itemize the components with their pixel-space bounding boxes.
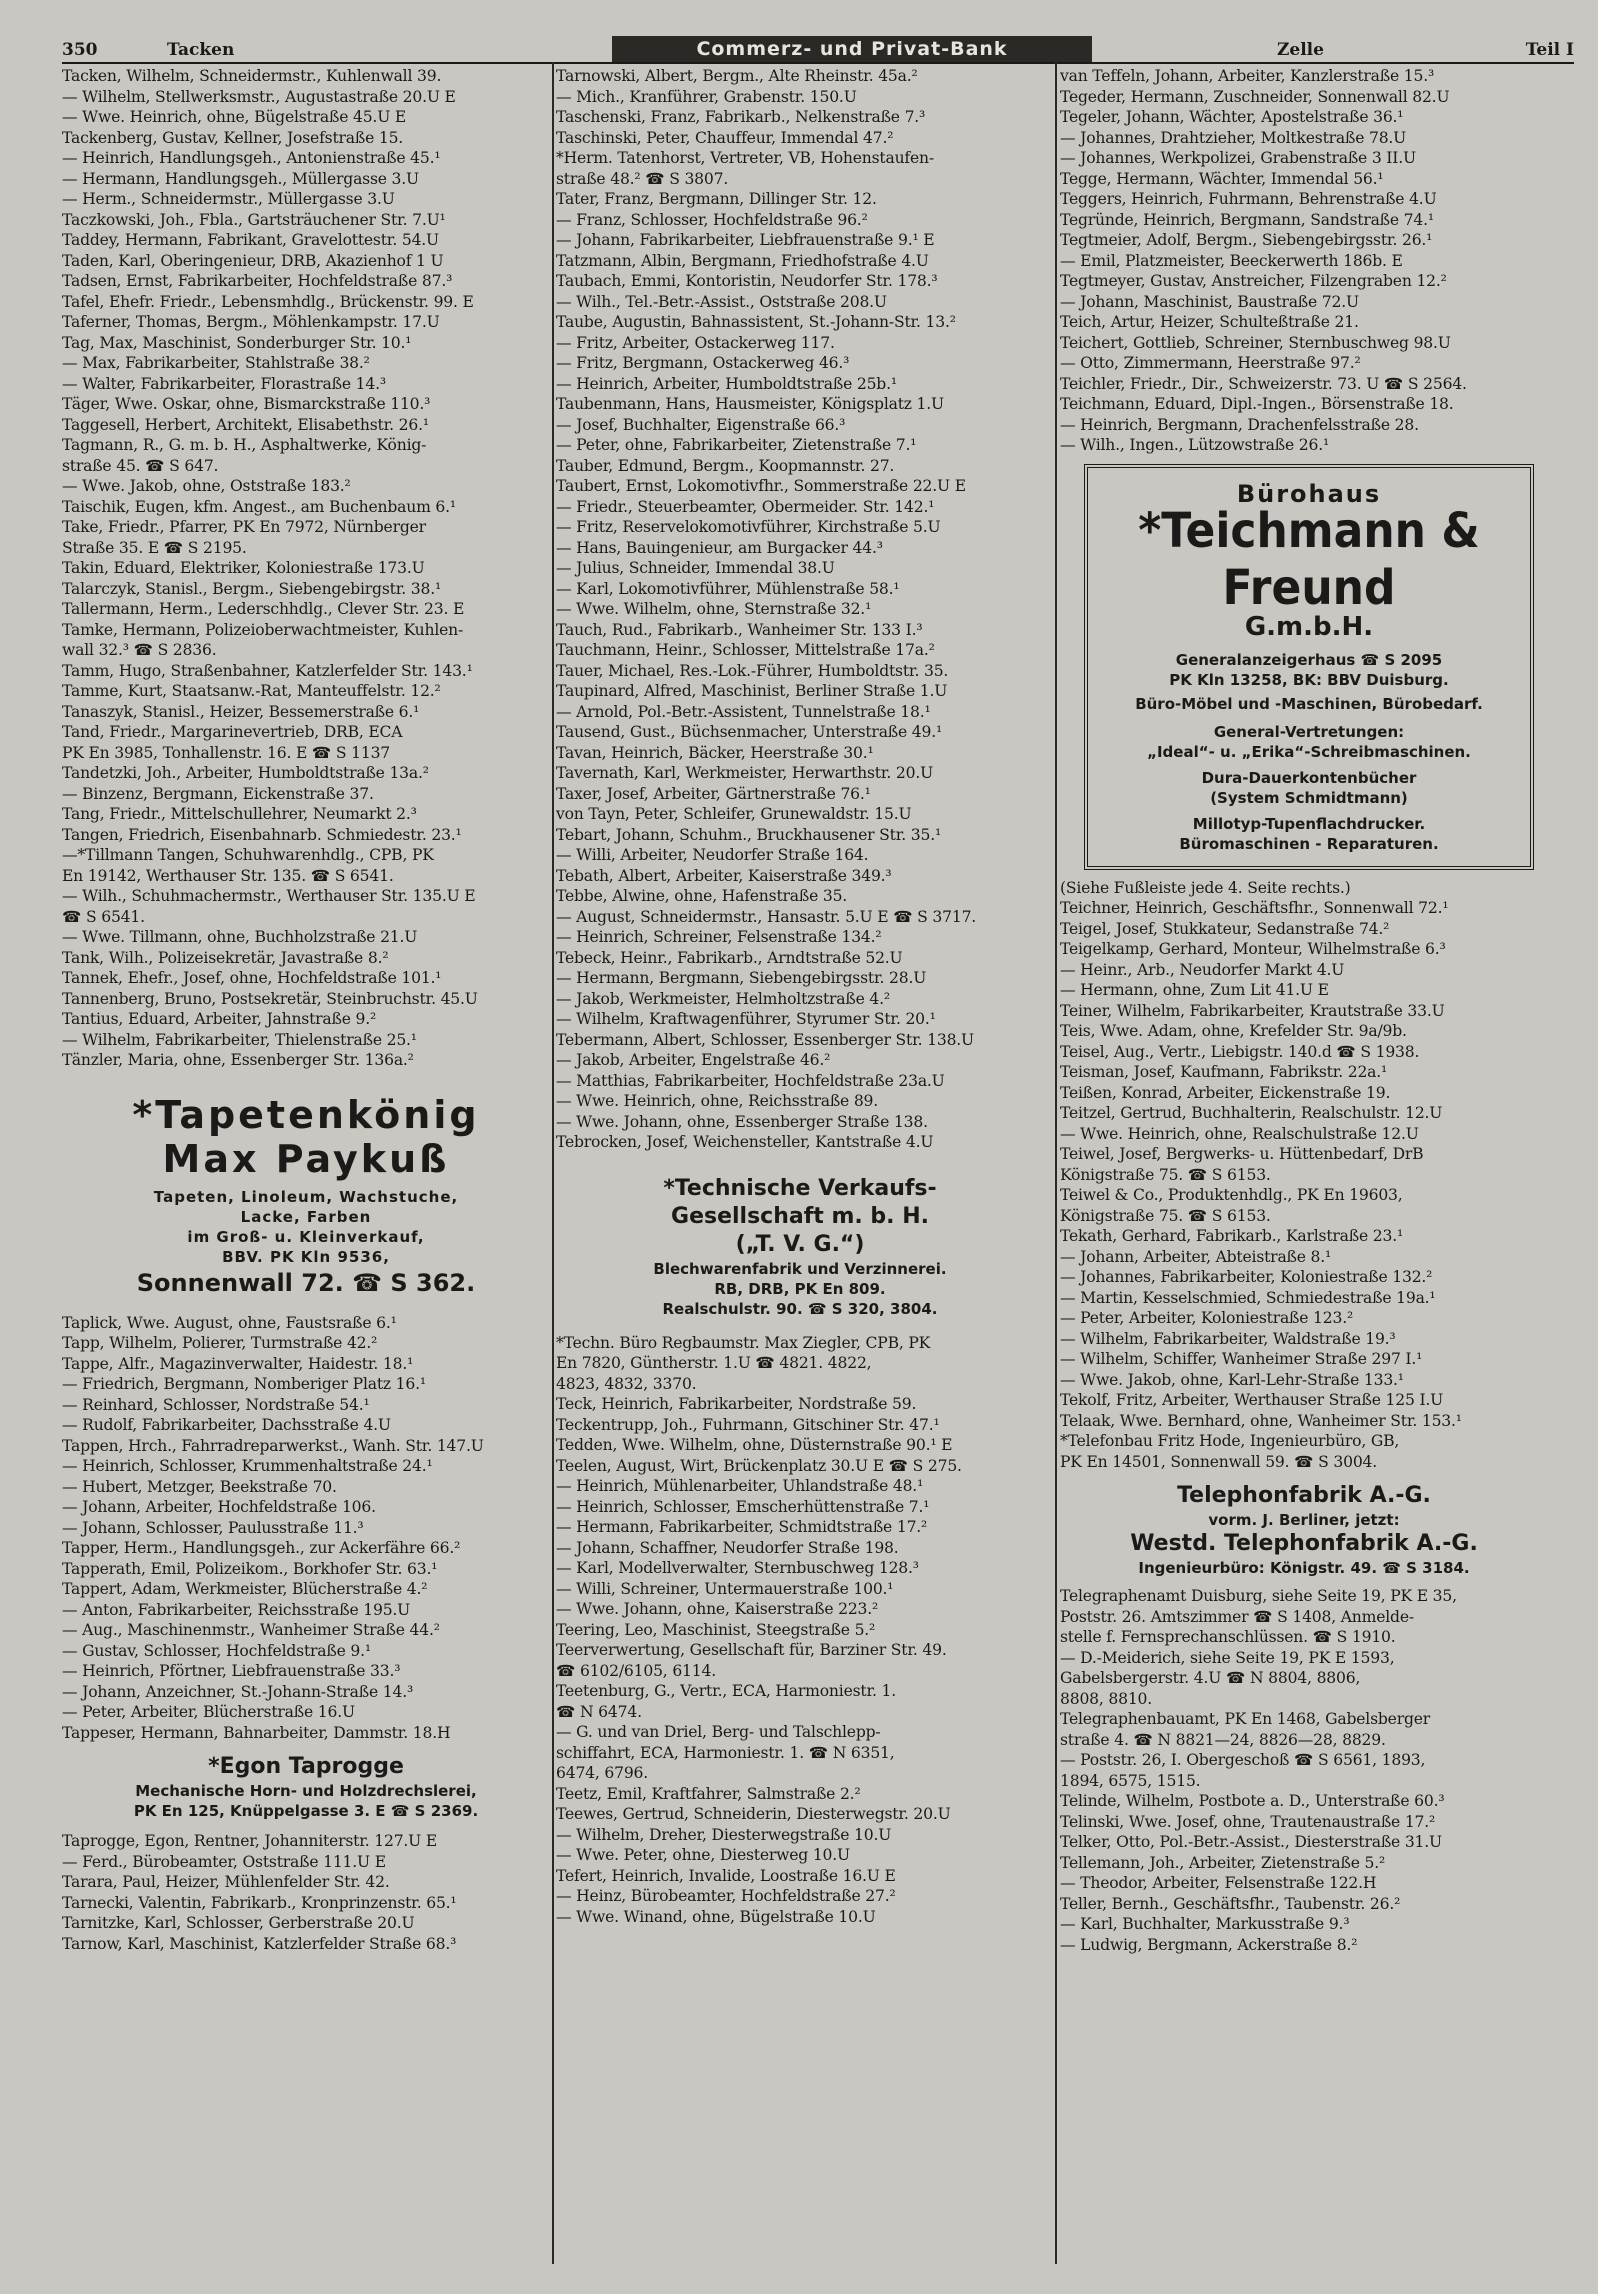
directory-entry: — Wilhelm, Fabrikarbeiter, Thielenstraße 25.¹: [62, 1030, 417, 1049]
entries-list: [62, 1831, 550, 1954]
directory-entry: Teichler, Friedr., Dir., Schweizerstr. 73. U ☎ S 2564.: [1060, 374, 1467, 393]
directory-entry: — Wwe. Tillmann, ohne, Buchholzstraße 21.U: [62, 928, 418, 946]
directory-entry: Tamme, Kurt, Staatsanw.-Rat, Manteuffelstr. 12.²: [62, 682, 441, 700]
directory-entry: Tauch, Rud., Fabrikarb., Wanheimer Str. 133 I.³: [556, 620, 923, 639]
directory-entry: Tebrocken, Josef, Weichensteller, Kantstraße 4.U: [556, 1133, 934, 1151]
directory-entry: Teißen, Konrad, Arbeiter, Eickenstraße 19.: [1060, 1083, 1391, 1102]
ad-title: *Tapetenkönig: [132, 1092, 480, 1137]
directory-entry: Teichert, Gottlieb, Schreiner, Sternbuschweg 98.U: [1060, 333, 1451, 352]
directory-entry: Tegründe, Heinrich, Bergmann, Sandstraße 74.¹: [1060, 210, 1434, 229]
entries-list: [1060, 1586, 1548, 1955]
directory-entry: — Heinrich, Pförtner, Liebfrauenstraße 33.³: [62, 1662, 401, 1680]
directory-entry: wall 32.³ ☎ S 2836.: [62, 641, 217, 659]
directory-entry: — Josef, Buchhalter, Eigenstraße 66.³: [556, 415, 846, 434]
ad-line: („T. V. G.“): [735, 1231, 865, 1257]
directory-entry: — Heinr., Arb., Neudorfer Markt 4.U: [1060, 960, 1345, 979]
directory-entry: — Aug., Maschinenmstr., Wanheimer Straße 44.²: [62, 1621, 440, 1639]
directory-entry: — Wilh., Tel.-Betr.-Assist., Oststraße 208.U: [556, 292, 887, 311]
directory-entry: Teichmann, Eduard, Dipl.-Ingen., Börsenstraße 18.: [1060, 395, 1454, 413]
ad-tvg: [556, 1175, 1044, 1319]
directory-entry: Teis, Wwe. Adam, ohne, Krefelder Str. 9a/9b.: [1060, 1022, 1407, 1040]
directory-entry: Tarnow, Karl, Maschinist, Katzlerfelder Straße 68.³: [62, 1934, 457, 1953]
entries-list: [62, 66, 550, 1071]
directory-entry: — Walter, Fabrikarbeiter, Florastraße 14.³: [62, 374, 386, 393]
directory-entry: Takin, Eduard, Elektriker, Koloniestraße 173.U: [62, 559, 425, 577]
ad-line: Ingenieurbüro: Königstr. 49. ☎ S 3184.: [1138, 1559, 1470, 1577]
directory-entry: — Wilhelm, Dreher, Diesterwegstraße 10.U: [556, 1825, 892, 1844]
directory-entry: Tegge, Hermann, Wächter, Immendal 56.¹: [1060, 169, 1384, 188]
directory-entry: — Karl, Modellverwalter, Sternbuschweg 128.³: [556, 1559, 919, 1577]
directory-entry: Take, Friedr., Pfarrer, PK En 7972, Nürnberger: [62, 518, 426, 536]
directory-entry: — Wilh., Ingen., Lützowstraße 26.¹: [1060, 436, 1330, 454]
ad-title: Telephonfabrik A.-G.: [1177, 1483, 1431, 1508]
header-part: Teil I: [1525, 40, 1574, 60]
directory-entry: — Otto, Zimmermann, Heerstraße 97.²: [1060, 354, 1361, 372]
directory-entry: — Binzenz, Bergmann, Eickenstraße 37.: [62, 784, 374, 803]
directory-entry: Taplick, Wwe. August, ohne, Faustsraße 6.¹: [62, 1313, 397, 1332]
directory-entry: — Julius, Schneider, Immendal 38.U: [556, 559, 835, 577]
column-divider-2: [1055, 62, 1057, 2264]
ad-line: General-Vertretungen:: [1213, 722, 1405, 741]
directory-entry: Tavan, Heinrich, Bäcker, Heerstraße 30.¹: [556, 743, 874, 762]
directory-entry: 6474, 6796.: [556, 1764, 649, 1782]
ad-line: Gesellschaft m. b. H.: [671, 1203, 929, 1229]
directory-entry: straße 45. ☎ S 647.: [62, 456, 219, 475]
directory-entry: — Rudolf, Fabrikarbeiter, Dachsstraße 4.U: [62, 1416, 391, 1434]
directory-entry: Tanaszyk, Stanisl., Heizer, Bessemerstraße 6.¹: [62, 702, 420, 721]
column-3: [1060, 66, 1548, 1955]
ad-title: *Egon Taprogge: [208, 1754, 404, 1779]
directory-entry: — Karl, Buchhalter, Markusstraße 9.³: [1060, 1915, 1350, 1933]
directory-entry: — Matthias, Fabrikarbeiter, Hochfeldstraße 23a.U: [556, 1071, 945, 1090]
directory-entry: schiffahrt, ECA, Harmoniestr. 1. ☎ N 6351,: [556, 1743, 895, 1762]
directory-entry: Tallermann, Herm., Lederschhdlg., Clever Str. 23. E: [62, 600, 465, 618]
directory-entry: Tand, Friedr., Margarinevertrieb, DRB, ECA: [62, 723, 403, 741]
entries-list: [62, 1313, 550, 1744]
directory-entry: Taschenski, Franz, Fabrikarb., Nelkenstraße 7.³: [556, 108, 926, 126]
directory-entry: — Reinhard, Schlosser, Nordstraße 54.¹: [62, 1395, 370, 1414]
directory-entry: — Arnold, Pol.-Betr.-Assistent, Tunnelstraße 18.¹: [556, 702, 931, 721]
directory-entry: — Wwe. Heinrich, ohne, Bügelstraße 45.U E: [62, 108, 407, 126]
directory-entry: Tekath, Gerhard, Fabrikarb., Karlstraße 23.¹: [1060, 1227, 1404, 1245]
directory-entry: Königstraße 75. ☎ S 6153.: [1060, 1206, 1271, 1225]
ad-line: PK Kln 13258, BK: BBV Duisburg.: [1169, 670, 1449, 689]
directory-entry: Teck, Heinrich, Fabrikarbeiter, Nordstraße 59.: [556, 1395, 917, 1413]
directory-entry: Teigelkamp, Gerhard, Monteur, Wilhelmstraße 6.³: [1060, 940, 1446, 958]
directory-entry: 1894, 6575, 1515.: [1060, 1771, 1201, 1790]
directory-entry: — Emil, Platzmeister, Beeckerwerth 186b. E: [1060, 251, 1403, 270]
directory-entry: Tebermann, Albert, Schlosser, Essenberger Str. 138.U: [556, 1030, 974, 1049]
directory-entry: Straße 35. E ☎ S 2195.: [62, 538, 247, 557]
directory-entry: PK En 3985, Tonhallenstr. 16. E ☎ S 1137: [62, 743, 391, 762]
directory-entry: — Hans, Bauingenieur, am Burgacker 44.³: [556, 538, 883, 557]
ad-line: Generalanzeigerhaus ☎ S 2095: [1175, 650, 1443, 669]
directory-entry: — Theodor, Arbeiter, Felsenstraße 122.H: [1060, 1874, 1377, 1892]
directory-entry: Tekolf, Fritz, Arbeiter, Werthauser Straße 125 I.U: [1060, 1391, 1444, 1409]
directory-entry: — Wilhelm, Stellwerksmstr., Augustastraße 20.U E: [62, 87, 456, 106]
directory-entry: — Wwe. Heinrich, ohne, Realschulstraße 12.U: [1060, 1124, 1419, 1143]
directory-entry: — Willi, Arbeiter, Neudorfer Straße 164.: [556, 846, 869, 864]
directory-entry: Taubert, Ernst, Lokomotivfhr., Sommerstraße 22.U E: [556, 477, 966, 495]
directory-entry: Tacken, Wilhelm, Schneidermstr., Kuhlenwall 39.: [62, 67, 442, 85]
directory-entry: Poststr. 26. Amtszimmer ☎ S 1408, Anmelde-: [1060, 1607, 1414, 1626]
ad-line: „Ideal“- u. „Erika“-Schreibmaschinen.: [1147, 742, 1471, 761]
directory-entry: Tarara, Paul, Heizer, Mühlenfelder Str. 42.: [62, 1873, 390, 1891]
directory-entry: — Johann, Fabrikarbeiter, Liebfrauenstraße 9.¹ E: [556, 231, 935, 249]
directory-entry: PK En 14501, Sonnenwall 59. ☎ S 3004.: [1060, 1452, 1378, 1471]
directory-entry: — Peter, Arbeiter, Koloniestraße 123.²: [1060, 1309, 1354, 1327]
directory-entry: Teetenburg, G., Vertr., ECA, Harmoniestr. 1.: [556, 1682, 896, 1700]
directory-entry: Teering, Leo, Maschinist, Steegstraße 5.²: [556, 1620, 876, 1639]
directory-entry: — Johann, Maschinist, Baustraße 72.U: [1060, 292, 1359, 311]
directory-entry: — Herm., Schneidermstr., Müllergasse 3.U: [62, 190, 395, 208]
ad-line: (System Schmidtmann): [1210, 788, 1408, 807]
directory-entry: Teisel, Aug., Vertr., Liebigstr. 140.d ☎ S 1938.: [1060, 1042, 1420, 1061]
page-number: 350: [62, 40, 98, 60]
directory-entry: straße 48.² ☎ S 3807.: [556, 169, 729, 188]
directory-entry: Tebart, Johann, Schuhm., Bruckhausener Str. 35.¹: [556, 825, 942, 844]
directory-entry: Teckentrupp, Joh., Fuhrmann, Gitschiner Str. 47.¹: [556, 1415, 940, 1434]
directory-entry: — Karl, Lokomotivführer, Mühlenstraße 58.¹: [556, 579, 900, 598]
directory-entry: Tegeder, Hermann, Zuschneider, Sonnenwall 82.U: [1060, 87, 1450, 106]
directory-entry: — Johann, Arbeiter, Hochfeldstraße 106.: [62, 1498, 376, 1516]
directory-entry: *Herm. Tatenhorst, Vertreter, VB, Hohenstaufen-: [556, 149, 934, 167]
directory-entry: Tauber, Edmund, Bergm., Koopmannstr. 27.: [556, 456, 895, 475]
directory-entry: — Hubert, Metzger, Beekstraße 70.: [62, 1477, 337, 1496]
directory-entry: — Hermann, Bergmann, Siebengebirgsstr. 28.U: [556, 969, 927, 987]
ad-line: Büromaschinen - Reparaturen.: [1179, 834, 1439, 853]
directory-entry: 8808, 8810.: [1060, 1689, 1153, 1708]
directory-entry: — Martin, Kesselschmied, Schmiedestraße 19a.¹: [1060, 1288, 1436, 1307]
directory-entry: — Wwe. Johann, ohne, Essenberger Straße 138.: [556, 1112, 928, 1131]
directory-entry: Teigel, Josef, Stukkateur, Sedanstraße 74.²: [1060, 919, 1390, 938]
directory-entry: Teller, Bernh., Geschäftsfhr., Taubenstr. 26.²: [1060, 1894, 1401, 1913]
ad-subtitle: Max Paykuß: [162, 1136, 450, 1181]
directory-entry: Tauer, Michael, Res.-Lok.-Führer, Humboldtstr. 35.: [556, 661, 949, 680]
column-2: [556, 66, 1044, 1927]
directory-entry: Telegraphenbauamt, PK En 1468, Gabelsberger: [1060, 1710, 1431, 1728]
directory-entry: Tarnitzke, Karl, Schlosser, Gerberstraße 20.U: [62, 1914, 415, 1932]
directory-entry: — Johannes, Fabrikarbeiter, Koloniestraße 132.²: [1060, 1268, 1433, 1286]
directory-entry: —*Tillmann Tangen, Schuhwarenhdlg., CPB, PK: [62, 846, 434, 864]
entries-list: [1060, 66, 1548, 456]
directory-entry: Tafel, Ehefr. Friedr., Lebensmhdlg., Brückenstr. 99. E: [62, 292, 474, 311]
entries-list: [556, 1333, 1044, 1928]
directory-entry: — Heinrich, Schlosser, Emscherhüttenstraße 7.¹: [556, 1497, 930, 1516]
directory-entry: — Johannes, Drahtzieher, Moltkestraße 78.U: [1060, 128, 1407, 147]
directory-entry: Tatzmann, Albin, Bergmann, Friedhofstraße 4.U: [556, 251, 929, 270]
directory-entry: Tangen, Friedrich, Eisenbahnarb. Schmiedestr. 23.¹: [62, 825, 462, 844]
directory-entry: Taubenmann, Hans, Hausmeister, Königsplatz 1.U: [556, 395, 944, 413]
ad-taprogge: [62, 1753, 550, 1821]
directory-entry: Taden, Karl, Oberingenieur, DRB, Akazienhof 1 U: [62, 251, 444, 270]
directory-entry: Königstraße 75. ☎ S 6153.: [1060, 1165, 1271, 1184]
directory-entry: — Peter, ohne, Fabrikarbeiter, Zietenstraße 7.¹: [556, 436, 917, 454]
directory-entry: ☎ 6102/6105, 6114.: [556, 1661, 716, 1680]
directory-entry: — August, Schneidermstr., Hansastr. 5.U E ☎ S 3717.: [556, 907, 977, 926]
directory-entry: — Gustav, Schlosser, Hochfeldstraße 9.¹: [62, 1641, 371, 1660]
ad-line: Tapeten, Linoleum, Wachstuche,: [153, 1187, 459, 1206]
directory-entry: Tarnowski, Albert, Bergm., Alte Rheinstr. 45a.²: [556, 67, 918, 85]
directory-entry: Teetz, Emil, Kraftfahrer, Salmstraße 2.²: [556, 1784, 861, 1803]
ad-line: Büro-Möbel und -Maschinen, Bürobedarf.: [1135, 694, 1483, 713]
directory-entry: Tappert, Adam, Werkmeister, Blücherstraße 4.²: [62, 1580, 428, 1598]
directory-entry: Telegraphenamt Duisburg, siehe Seite 19, PK E 35,: [1060, 1587, 1457, 1605]
directory-entry: — Heinrich, Handlungsgeh., Antonienstraße 45.¹: [62, 149, 441, 167]
directory-entry: Tegtmeyer, Gustav, Anstreicher, Filzengraben 12.²: [1060, 272, 1447, 290]
directory-entry: Tamm, Hugo, Straßenbahner, Katzlerfelder Str. 143.¹: [62, 661, 473, 680]
entries-list: [1060, 878, 1548, 1473]
ad-line: BBV. PK Kln 9536,: [222, 1247, 390, 1266]
directory-entry: — Heinrich, Bergmann, Drachenfelsstraße 28.: [1060, 415, 1419, 434]
directory-entry: — Fritz, Reservelokomotivführer, Kirchstraße 5.U: [556, 518, 941, 536]
directory-entry: Tagmann, R., G. m. b. H., Asphaltwerke, König-: [62, 436, 427, 454]
directory-entry: — Wilhelm, Kraftwagenführer, Styrumer Str. 20.¹: [556, 1010, 936, 1028]
directory-entry: Tebbe, Alwine, ohne, Hafenstraße 35.: [556, 887, 848, 905]
directory-entry: Teisman, Josef, Kaufmann, Fabrikstr. 22a.¹: [1060, 1063, 1388, 1081]
directory-entry: Tausend, Gust., Büchsenmacher, Unterstraße 49.¹: [556, 723, 943, 741]
directory-entry: — Heinrich, Schreiner, Felsenstraße 134.²: [556, 928, 882, 946]
ad-line: Realschulstr. 90. ☎ S 320, 3804.: [662, 1299, 938, 1318]
directory-entry: Gabelsbergerstr. 4.U ☎ N 8804, 8806,: [1060, 1669, 1361, 1687]
directory-entry: *Telefonbau Fritz Hode, Ingenieurbüro, GB,: [1060, 1432, 1400, 1450]
ad-line: Millotyp-Tupenflachdrucker.: [1192, 814, 1426, 833]
ad-line: Dura-Dauerkontenbücher: [1201, 768, 1417, 787]
directory-entry: — Wwe. Jakob, ohne, Oststraße 183.²: [62, 477, 351, 495]
directory-entry: — Max, Fabrikarbeiter, Stahlstraße 38.²: [62, 354, 370, 372]
page-header: [62, 36, 1574, 64]
directory-entry: Tag, Max, Maschinist, Sonderburger Str. 10.¹: [62, 333, 412, 352]
directory-entry: Tapp, Wilhelm, Polierer, Turmstraße 42.²: [62, 1334, 378, 1352]
directory-entry: Tater, Franz, Bergmann, Dillinger Str. 12.: [556, 190, 877, 208]
directory-entry: Tebath, Albert, Arbeiter, Kaiserstraße 349.³: [556, 866, 892, 885]
directory-entry: von Tayn, Peter, Schleifer, Grunewaldstr. 15.U: [556, 805, 912, 823]
directory-entry: — Mich., Kranführer, Grabenstr. 150.U: [556, 87, 857, 106]
directory-entry: — Peter, Arbeiter, Blücherstraße 16.U: [62, 1703, 355, 1721]
directory-entry: En 19142, Werthauser Str. 135. ☎ S 6541.: [62, 866, 394, 885]
directory-entry: — Wwe. Johann, ohne, Kaiserstraße 223.²: [556, 1600, 879, 1618]
directory-entry: Telaak, Wwe. Bernhard, ohne, Wanheimer Str. 153.¹: [1060, 1411, 1462, 1430]
directory-entry: Tellemann, Joh., Arbeiter, Zietenstraße 5.²: [1060, 1853, 1386, 1872]
directory-entry: — Johann, Anzeichner, St.-Johann-Straße 14.³: [62, 1682, 414, 1701]
directory-entry: — Johann, Schlosser, Paulusstraße 11.³: [62, 1518, 364, 1537]
directory-entry: Tänzler, Maria, ohne, Essenberger Str. 136a.²: [62, 1051, 414, 1069]
directory-entry: Telinde, Wilhelm, Postbote a. D., Unterstraße 60.³: [1060, 1792, 1445, 1810]
directory-entry: Teerverwertung, Gesellschaft für, Barziner Str. 49.: [556, 1641, 947, 1659]
directory-entry: Tavernath, Karl, Werkmeister, Herwarthstr. 20.U: [556, 764, 934, 782]
directory-entry: ☎ S 6541.: [62, 907, 145, 926]
directory-entry: Tamke, Hermann, Polizeioberwachtmeister, Kuhlen-: [62, 620, 464, 639]
directory-entry: Taxer, Josef, Arbeiter, Gärtnerstraße 76.¹: [556, 784, 871, 803]
directory-entry: Tebeck, Heinr., Fabrikarb., Arndtstraße 52.U: [556, 948, 903, 967]
directory-entry: — Jakob, Werkmeister, Helmholtzstraße 4.²: [556, 989, 890, 1008]
directory-entry: stelle f. Fernsprechanschlüssen. ☎ S 1910.: [1060, 1628, 1396, 1646]
entries-list: [556, 66, 1044, 1153]
directory-entry: — Fritz, Arbeiter, Ostackerweg 117.: [556, 333, 835, 352]
ad-telephonfabrik: [1060, 1482, 1548, 1578]
directory-entry: Taschinski, Peter, Chauffeur, Immendal 47.²: [556, 128, 894, 147]
ad-teichmann: [1084, 464, 1534, 870]
directory-entry: Teewes, Gertrud, Schneiderin, Diesterwegstr. 20.U: [556, 1805, 951, 1823]
ad-line: Mechanische Horn- und Holzdrechslerei,: [135, 1782, 477, 1800]
directory-entry: Tannenberg, Bruno, Postsekretär, Steinbruchstr. 45.U: [62, 989, 478, 1008]
ad-line: vorm. J. Berliner, jetzt:: [1208, 1511, 1400, 1529]
ad-label: Bürohaus: [1236, 479, 1382, 508]
column-divider-1: [552, 62, 554, 2264]
header-right-title: Zelle: [1277, 40, 1324, 60]
directory-entry: — Wilh., Schuhmachermstr., Werthauser Str. 135.U E: [62, 887, 476, 905]
directory-entry: Tappe, Alfr., Magazinverwalter, Haidestr. 18.¹: [62, 1354, 414, 1373]
ad-line: Westd. Telephonfabrik A.-G.: [1130, 1531, 1478, 1556]
directory-entry: — Wwe. Wilhelm, ohne, Sternstraße 32.¹: [556, 600, 872, 618]
directory-entry: Telinski, Wwe. Josef, ohne, Trautenaustraße 17.²: [1060, 1812, 1436, 1831]
directory-entry: Taubach, Emmi, Kontoristin, Neudorfer Str. 178.³: [556, 272, 938, 290]
directory-entry: van Teffeln, Johann, Arbeiter, Kanzlerstraße 15.³: [1060, 67, 1435, 85]
directory-entry: — Hermann, Fabrikarbeiter, Schmidtstraße 17.²: [556, 1518, 928, 1536]
directory-entry: — Heinz, Bürobeamter, Hochfeldstraße 27.²: [556, 1887, 896, 1905]
directory-entry: Tappeser, Hermann, Bahnarbeiter, Dammstr. 18.H: [62, 1723, 451, 1742]
ad-line: Blechwarenfabrik und Verzinnerei.: [653, 1259, 947, 1278]
directory-entry: — Wilhelm, Fabrikarbeiter, Waldstraße 19.³: [1060, 1329, 1396, 1348]
directory-entry: Tandetzki, Joh., Arbeiter, Humboldtstraße 13a.²: [62, 764, 429, 782]
ad-tapetenkoenig: [62, 1093, 550, 1299]
directory-entry: ☎ N 6474.: [556, 1702, 642, 1721]
directory-entry: Taischik, Eugen, kfm. Angest., am Buchenbaum 6.¹: [62, 497, 456, 516]
directory-entry: — Jakob, Arbeiter, Engelstraße 46.²: [556, 1051, 831, 1069]
directory-entry: — Ludwig, Bergmann, Ackerstraße 8.²: [1060, 1935, 1358, 1954]
header-left-title: Tacken: [167, 40, 235, 60]
directory-entry: — Friedr., Steuerbeamter, Obermeider. Str. 142.¹: [556, 497, 935, 516]
ad-line: RB, DRB, PK En 809.: [714, 1279, 886, 1298]
directory-entry: 4823, 4832, 3370.: [556, 1374, 697, 1393]
directory-entry: Taprogge, Egon, Rentner, Johanniterstr. 127.U E: [62, 1832, 438, 1850]
directory-entry: Teiwel & Co., Produktenhdlg., PK En 19603,: [1060, 1186, 1403, 1204]
directory-entry: — Wwe. Heinrich, ohne, Reichsstraße 89.: [556, 1092, 879, 1110]
directory-entry: — Fritz, Bergmann, Ostackerweg 46.³: [556, 354, 850, 372]
directory-entry: Tegeler, Johann, Wächter, Apostelstraße 36.¹: [1060, 108, 1404, 126]
directory-entry: — Willi, Schreiner, Untermauerstraße 100.¹: [556, 1579, 894, 1598]
directory-entry: Tackenberg, Gustav, Kellner, Josefstraße 15.: [62, 128, 404, 147]
directory-entry: — Hermann, Handlungsgeh., Müllergasse 3.U: [62, 169, 419, 188]
directory-entry: Tapper, Herm., Handlungsgeh., zur Ackerfähre 66.²: [62, 1539, 461, 1557]
directory-entry: Tegtmeier, Adolf, Bergm., Siebengebirgsstr. 26.¹: [1060, 231, 1433, 249]
directory-entry: Teggers, Heinrich, Fuhrmann, Behrenstraße 4.U: [1060, 190, 1437, 208]
directory-entry: Teiwel, Josef, Bergwerks- u. Hüttenbedarf, DrB: [1060, 1145, 1424, 1163]
directory-entry: *Techn. Büro Regbaumstr. Max Ziegler, CPB, PK: [556, 1333, 931, 1352]
directory-entry: — Anton, Fabrikarbeiter, Reichsstraße 195.U: [62, 1600, 411, 1619]
directory-entry: Tauchmann, Heinr., Schlosser, Mittelstraße 17a.²: [556, 641, 935, 659]
directory-entry: Tarnecki, Valentin, Fabrikarb., Kronprinzenstr. 65.¹: [62, 1893, 457, 1912]
directory-entry: — Johannes, Werkpolizei, Grabenstraße 3 II.U: [1060, 149, 1416, 167]
directory-entry: Taube, Augustin, Bahnassistent, St.-Johann-Str. 13.²: [556, 313, 956, 331]
directory-entry: — Friedrich, Bergmann, Nomberiger Platz 16.¹: [62, 1375, 426, 1393]
directory-entry: Tank, Wilh., Polizeisekretär, Javastraße 8.²: [62, 948, 389, 967]
directory-entry: Taczkowski, Joh., Fbla., Gartsträuchener Str. 7.U¹: [62, 210, 446, 229]
directory-entry: — Wilhelm, Schiffer, Wanheimer Straße 297 I.¹: [1060, 1350, 1423, 1368]
directory-entry: — Wwe. Peter, ohne, Diesterweg 10.U: [556, 1846, 850, 1864]
directory-entry: — Wwe. Jakob, ohne, Karl-Lehr-Straße 133.¹: [1060, 1370, 1404, 1389]
directory-entry: Taferner, Thomas, Bergm., Möhlenkampstr. 17.U: [62, 313, 440, 331]
bank-banner: Commerz- und Privat-Bank: [612, 36, 1092, 62]
directory-entry: Tadsen, Ernst, Fabrikarbeiter, Hochfeldstraße 87.³: [62, 272, 453, 290]
directory-entry: Tang, Friedr., Mittelschullehrer, Neumarkt 2.³: [62, 805, 417, 823]
directory-entry: (Siehe Fußleiste jede 4. Seite rechts.): [1060, 878, 1351, 897]
directory-entry: Telker, Otto, Pol.-Betr.-Assist., Diesterstraße 31.U: [1060, 1833, 1442, 1851]
directory-entry: Teelen, August, Wirt, Brückenplatz 30.U E ☎ S 275.: [556, 1456, 962, 1475]
directory-entry: — Hermann, ohne, Zum Lit 41.U E: [1060, 981, 1329, 999]
directory-entry: Tedden, Wwe. Wilhelm, ohne, Düsternstraße 90.¹ E: [556, 1436, 953, 1454]
column-1: [62, 66, 550, 1954]
directory-entry: — Wwe. Winand, ohne, Bügelstraße 10.U: [556, 1907, 876, 1926]
directory-entry: — Franz, Schlosser, Hochfeldstraße 96.²: [556, 210, 868, 229]
directory-entry: Tapperath, Emil, Polizeikom., Borkhofer Str. 63.¹: [62, 1559, 438, 1578]
directory-entry: — D.-Meiderich, siehe Seite 19, PK E 1593,: [1060, 1648, 1395, 1667]
directory-entry: En 7820, Güntherstr. 1.U ☎ 4821. 4822,: [556, 1354, 872, 1372]
ad-line: PK En 125, Knüppelgasse 3. E ☎ S 2369.: [133, 1802, 479, 1820]
directory-entry: — Johann, Arbeiter, Abteistraße 8.¹: [1060, 1247, 1332, 1266]
directory-entry: — Johann, Schaffner, Neudorfer Straße 198.: [556, 1538, 899, 1557]
ad-title: *Technische Verkaufs-: [663, 1175, 937, 1201]
ad-line: im Groß- u. Kleinverkauf,: [187, 1227, 425, 1246]
directory-entry: Teitzel, Gertrud, Buchhalterin, Realschulstr. 12.U: [1060, 1104, 1443, 1122]
directory-entry: — Heinrich, Schlosser, Krummenhaltstraße 24.¹: [62, 1457, 433, 1475]
directory-entry: Tantius, Eduard, Arbeiter, Jahnstraße 9.²: [62, 1010, 377, 1028]
directory-entry: — Ferd., Bürobeamter, Oststraße 111.U E: [62, 1852, 386, 1871]
directory-entry: Täger, Wwe. Oskar, ohne, Bismarckstraße 110.³: [62, 395, 431, 413]
directory-entry: Tefert, Heinrich, Invalide, Loostraße 16.U E: [556, 1866, 896, 1885]
directory-entry: Teiner, Wilhelm, Fabrikarbeiter, Krautstraße 33.U: [1060, 1001, 1445, 1020]
directory-entry: Teichner, Heinrich, Geschäftsfhr., Sonnenwall 72.¹: [1060, 899, 1449, 917]
directory-entry: — Heinrich, Mühlenarbeiter, Uhlandstraße 48.¹: [556, 1477, 924, 1495]
directory-entry: straße 4. ☎ N 8821—24, 8826—28, 8829.: [1060, 1730, 1386, 1749]
directory-entry: — Poststr. 26, I. Obergeschoß ☎ S 6561, 1893,: [1060, 1751, 1426, 1769]
directory-entry: Talarczyk, Stanisl., Bergm., Siebengebirgstr. 38.¹: [62, 579, 442, 598]
ad-title: *Teichmann & Freund: [1138, 502, 1480, 616]
ad-address: Sonnenwall 72. ☎ S 362.: [136, 1268, 476, 1297]
directory-entry: — G. und van Driel, Berg- und Talschlepp-: [556, 1723, 881, 1741]
ad-line: G.m.b.H.: [1244, 611, 1374, 642]
directory-entry: — Heinrich, Arbeiter, Humboldtstraße 25b.¹: [556, 374, 897, 393]
directory-entry: Tappen, Hrch., Fahrradreparwerkst., Wanh. Str. 147.U: [62, 1436, 484, 1455]
directory-entry: Teich, Artur, Heizer, Schulteßtraße 21.: [1060, 313, 1359, 331]
directory-entry: Taggesell, Herbert, Architekt, Elisabethstr. 26.¹: [62, 415, 429, 434]
directory-entry: Taddey, Hermann, Fabrikant, Gravelottestr. 54.U: [62, 231, 439, 249]
directory-entry: Taupinard, Alfred, Maschinist, Berliner Straße 1.U: [556, 682, 948, 700]
directory-entry: Tannek, Ehefr., Josef, ohne, Hochfeldstraße 101.¹: [62, 969, 442, 987]
ad-line: Lacke, Farben: [240, 1207, 372, 1226]
